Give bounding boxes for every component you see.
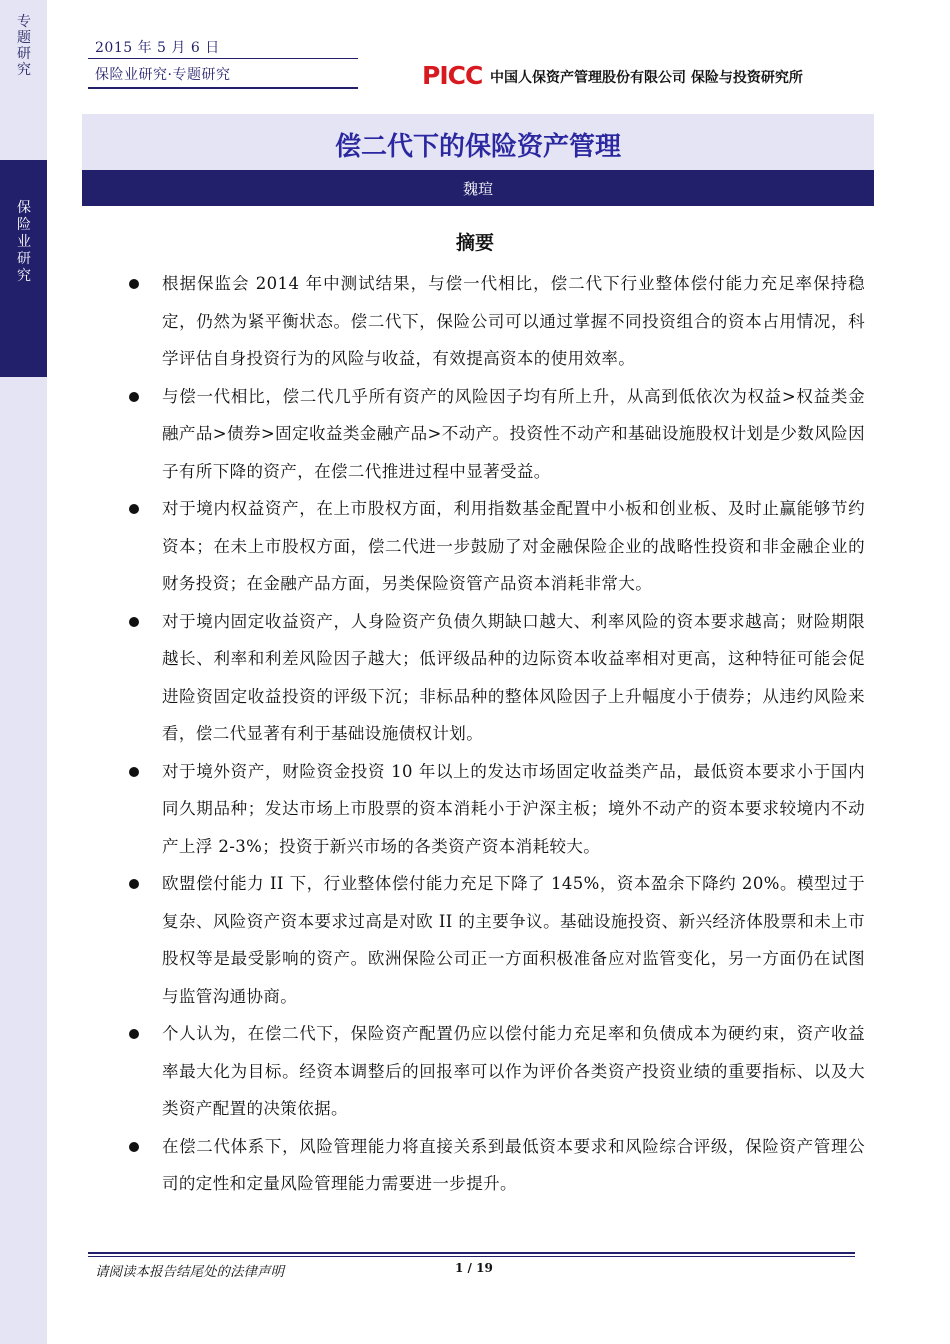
abstract-item-text: 欧盟偿付能力 II 下，行业整体偿付能力充足下降了 145%，资本盈余下降约 20%。模型过于复杂、风险资产资本要求过高是对欧 II 的主要争议。基础设施投资、新兴经济体股票和未上市股权等是最受影响的资产。欧洲保险公司正一方面积极准备应对监管变化，另一方面仍在试图与监管沟通协商。	[162, 874, 865, 1006]
abstract-item-text: 对于境内固定收益资产，人身险资产负债久期缺口越大、利率风险的资本要求越高；财险期限越长、利率和利差风险因子越大；低评级品种的边际资本收益率相对更高，这种特征可能会促进险资固定收益投资的评级下沉；非标品种的整体风险因子上升幅度小于债券；从违约风险来看，偿二代显著有利于基础设施债权计划。	[162, 611, 865, 743]
sidebar-section-label: 保险业研究	[17, 200, 31, 284]
abstract-item-text: 与偿一代相比，偿二代几乎所有资产的风险因子均有所上升，从高到低依次为权益>权益类金融产品>债券>固定收益类金融产品>不动产。投资性不动产和基础设施股权计划是少数风险因子有所下降的资产，在偿二代推进过程中显著受益。	[162, 386, 865, 481]
document-author: 魏瑄	[462, 180, 493, 198]
document-title: 偿二代下的保险资产管理	[334, 132, 621, 162]
bullet-icon	[129, 767, 139, 777]
report-date: 2015 年 5 月 6 日	[95, 40, 220, 56]
abstract-item	[125, 1128, 865, 1203]
header-divider-thick	[88, 87, 358, 89]
abstract-heading: 摘要	[455, 232, 494, 254]
report-category: 保险业研究·专题研究	[95, 67, 231, 83]
footer-divider	[88, 1252, 855, 1254]
abstract-item	[125, 1015, 865, 1128]
bullet-icon	[129, 504, 139, 514]
bullet-icon	[129, 879, 139, 889]
legal-notice: 请阅读本报告结尾处的法律声明	[95, 1264, 284, 1280]
abstract-item	[125, 753, 865, 866]
company-name: 中国人保资产管理股份有限公司 保险与投资研究所	[490, 70, 803, 86]
title-band	[82, 114, 874, 170]
abstract-item-text: 个人认为，在偿二代下，保险资产配置仍应以偿付能力充足率和负债成本为硬约束，资产收益率最大化为目标。经资本调整后的回报率可以作为评价各类资产投资业绩的重要指标、以及大类资产配置的决策依据。	[162, 1024, 865, 1118]
sidebar-top-label: 专题研究	[17, 14, 31, 78]
page-number: 1 / 19	[455, 1261, 493, 1275]
abstract-item	[125, 265, 865, 378]
header-divider	[88, 58, 358, 59]
bullet-icon	[129, 617, 139, 627]
sidebar-section-tab	[0, 160, 47, 377]
abstract-item	[125, 865, 865, 1015]
abstract-item-text: 对于境内权益资产，在上市股权方面，利用指数基金配置中小板和创业板、及时止赢能够节约资本；在未上市股权方面，偿二代进一步鼓励了对金融保险企业的战略性投资和非金融企业的财务投资；在金融产品方面，另类保险资管产品资本消耗非常大。	[162, 499, 865, 593]
author-band	[82, 170, 874, 206]
bullet-icon	[129, 279, 139, 289]
abstract-item-text: 根据保监会 2014 年中测试结果，与偿一代相比，偿二代下行业整体偿付能力充足率保持稳定，仍然为紧平衡状态。偿二代下，保险公司可以通过掌握不同投资组合的资本占用情况，科学评估自身投资行为的风险与收益，有效提高资本的使用效率。	[162, 274, 865, 368]
bullet-icon	[129, 392, 139, 402]
abstract-item	[125, 490, 865, 603]
abstract-list	[125, 265, 865, 1203]
bullet-icon	[129, 1142, 139, 1152]
abstract-item	[125, 378, 865, 491]
bullet-icon	[129, 1029, 139, 1039]
abstract-item	[125, 603, 865, 753]
abstract-item-text: 在偿二代体系下，风险管理能力将直接关系到最低资本要求和风险综合评级，保险资产管理公司的定性和定量风险管理能力需要进一步提升。	[162, 1136, 865, 1193]
picc-logo: PICC	[422, 61, 483, 90]
footer-divider-thin	[88, 1256, 855, 1257]
abstract-item-text: 对于境外资产，财险资金投资 10 年以上的发达市场固定收益类产品，最低资本要求小于国内同久期品种；发达市场上市股票的资本消耗小于沪深主板；境外不动产的资本要求较境内不动产上浮 2-3%；投资于新兴市场的各类资产资本消耗较大。	[162, 761, 865, 856]
